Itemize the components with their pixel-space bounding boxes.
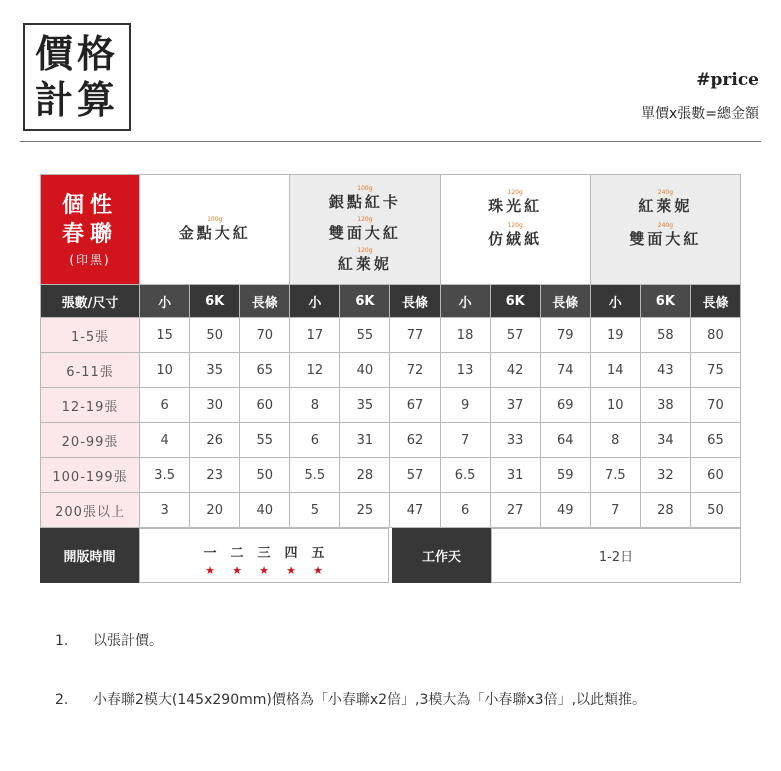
price-cell: 50 — [190, 318, 240, 353]
price-cell: 59 — [540, 458, 590, 493]
price-cell: 70 — [690, 388, 740, 423]
paper-name: 珠光紅 — [488, 197, 543, 215]
price-cell: 50 — [690, 493, 740, 528]
price-cell: 43 — [640, 353, 690, 388]
size-header: 小 — [140, 285, 190, 318]
price-cell: 32 — [640, 458, 690, 493]
price-table — [40, 174, 741, 528]
weekday-list — [140, 542, 388, 561]
table-row — [41, 353, 741, 388]
note-number: 1. — [55, 633, 69, 649]
paper-weight: 240g — [657, 222, 674, 229]
price-cell: 65 — [240, 353, 290, 388]
paper-name: 雙面大紅 — [629, 230, 702, 248]
work-days-value: 1-2日 — [491, 528, 741, 583]
price-cell: 75 — [690, 353, 740, 388]
work-days-label: 工作天 — [392, 528, 491, 583]
paper-name: 金點大紅 — [178, 224, 251, 242]
price-cell: 6 — [290, 423, 340, 458]
price-cell: 8 — [590, 423, 640, 458]
title-box — [23, 23, 131, 131]
size-header: 6K — [340, 285, 390, 318]
open-days-box — [139, 528, 389, 583]
price-cell: 38 — [640, 388, 690, 423]
size-header-row — [41, 285, 741, 318]
price-cell: 10 — [140, 353, 190, 388]
weekday-label: 一 — [203, 546, 217, 561]
weekday-label: 二 — [230, 546, 244, 561]
weekday-label: 三 — [257, 546, 271, 561]
star-icon: ★ — [286, 564, 296, 577]
price-cell: 55 — [240, 423, 290, 458]
size-header: 小 — [440, 285, 490, 318]
paper-header-row — [41, 175, 741, 285]
price-cell: 31 — [490, 458, 540, 493]
price-cell: 47 — [390, 493, 440, 528]
size-header: 6K — [490, 285, 540, 318]
star-icon: ★ — [313, 564, 323, 577]
size-header: 長條 — [540, 285, 590, 318]
price-cell: 49 — [540, 493, 590, 528]
price-cell: 30 — [190, 388, 240, 423]
star-icon: ★ — [205, 564, 215, 577]
qty-range: 100-199張 — [41, 458, 140, 493]
paper-weight: 100g — [207, 216, 223, 223]
price-cell: 7 — [590, 493, 640, 528]
price-cell: 14 — [590, 353, 640, 388]
paper-name: 雙面大紅 — [328, 224, 401, 242]
price-cell: 33 — [490, 423, 540, 458]
paper-name: 銀點紅卡 — [328, 193, 401, 211]
paper-group-2 — [290, 175, 440, 285]
price-cell: 28 — [640, 493, 690, 528]
qty-range: 20-99張 — [41, 423, 140, 458]
price-cell: 70 — [240, 318, 290, 353]
note-text: 小春聯2模大(145x290mm)價格為「小春聯x2倍」,3模大為「小春聯x3倍」,以此類推。 — [93, 692, 647, 708]
price-cell: 4 — [140, 423, 190, 458]
price-cell: 35 — [190, 353, 240, 388]
price-cell: 72 — [390, 353, 440, 388]
header-qty-size: 張數/尺寸 — [41, 285, 140, 318]
price-cell: 57 — [390, 458, 440, 493]
size-header: 長條 — [390, 285, 440, 318]
price-cell: 6.5 — [440, 458, 490, 493]
price-cell: 34 — [640, 423, 690, 458]
weekday-label: 四 — [284, 546, 298, 561]
price-cell: 19 — [590, 318, 640, 353]
price-cell: 69 — [540, 388, 590, 423]
brand-line-2: 春聯 — [62, 222, 119, 247]
qty-range: 200張以上 — [41, 493, 140, 528]
price-cell: 28 — [340, 458, 390, 493]
price-cell: 40 — [240, 493, 290, 528]
note-item — [55, 630, 163, 650]
price-cell: 7.5 — [590, 458, 640, 493]
price-rows — [41, 318, 741, 528]
paper-weight: 120g — [507, 189, 523, 196]
price-cell: 79 — [540, 318, 590, 353]
price-cell: 62 — [390, 423, 440, 458]
price-cell: 13 — [440, 353, 490, 388]
table-row — [41, 458, 741, 493]
open-time-label: 開版時間 — [40, 528, 139, 583]
title-line-1: 價格 — [34, 32, 119, 76]
paper-group-3 — [440, 175, 590, 285]
size-header: 小 — [590, 285, 640, 318]
price-cell: 31 — [340, 423, 390, 458]
size-header: 6K — [640, 285, 690, 318]
paper-name: 紅萊妮 — [638, 197, 693, 215]
qty-range: 1-5張 — [41, 318, 140, 353]
weekday-stars — [140, 564, 388, 577]
price-cell: 58 — [640, 318, 690, 353]
title-line-2: 計算 — [34, 78, 119, 122]
price-cell: 57 — [490, 318, 540, 353]
size-header: 小 — [290, 285, 340, 318]
price-hashtag: #price — [696, 70, 759, 90]
qty-range: 12-19張 — [41, 388, 140, 423]
table-row — [41, 388, 741, 423]
price-cell: 3.5 — [140, 458, 190, 493]
paper-weight: 100g — [357, 185, 373, 192]
table-row — [41, 493, 741, 528]
note-text: 以張計價。 — [93, 633, 163, 649]
price-cell: 6 — [440, 493, 490, 528]
price-cell: 10 — [590, 388, 640, 423]
paper-weight: 120g — [507, 222, 523, 229]
size-header: 長條 — [240, 285, 290, 318]
paper-weight: 120g — [357, 216, 373, 223]
price-cell: 60 — [240, 388, 290, 423]
size-header: 6K — [190, 285, 240, 318]
price-cell: 67 — [390, 388, 440, 423]
price-cell: 25 — [340, 493, 390, 528]
paper-weight: 240g — [657, 189, 674, 196]
price-cell: 9 — [440, 388, 490, 423]
paper-weight: 120g — [357, 247, 373, 254]
note-number: 2. — [55, 692, 69, 708]
price-cell: 50 — [240, 458, 290, 493]
star-icon: ★ — [232, 564, 242, 577]
divider — [20, 141, 761, 142]
weekday-label: 五 — [311, 546, 325, 561]
price-formula: 單價x張數=總金額 — [640, 106, 759, 122]
price-cell: 15 — [140, 318, 190, 353]
price-cell: 42 — [490, 353, 540, 388]
brand-cell — [41, 175, 140, 285]
price-cell: 74 — [540, 353, 590, 388]
price-cell: 55 — [340, 318, 390, 353]
price-cell: 20 — [190, 493, 240, 528]
price-cell: 17 — [290, 318, 340, 353]
table-row — [41, 318, 741, 353]
price-cell: 26 — [190, 423, 240, 458]
paper-group-1 — [140, 175, 290, 285]
schedule-bar — [40, 528, 741, 583]
price-cell: 12 — [290, 353, 340, 388]
paper-name: 仿絨紙 — [488, 230, 543, 248]
price-cell: 18 — [440, 318, 490, 353]
price-cell: 5 — [290, 493, 340, 528]
price-cell: 37 — [490, 388, 540, 423]
table-row — [41, 423, 741, 458]
price-cell: 35 — [340, 388, 390, 423]
price-cell: 5.5 — [290, 458, 340, 493]
paper-name: 紅萊妮 — [337, 255, 392, 273]
price-cell: 65 — [690, 423, 740, 458]
paper-group-4 — [590, 175, 740, 285]
note-item — [55, 689, 646, 709]
qty-range: 6-11張 — [41, 353, 140, 388]
price-cell: 60 — [690, 458, 740, 493]
brand-line-3: (印黑) — [69, 253, 111, 267]
star-icon: ★ — [259, 564, 269, 577]
price-cell: 64 — [540, 423, 590, 458]
price-cell: 3 — [140, 493, 190, 528]
price-cell: 6 — [140, 388, 190, 423]
brand-line-1: 個性 — [62, 193, 119, 218]
price-cell: 40 — [340, 353, 390, 388]
price-cell: 8 — [290, 388, 340, 423]
size-header: 長條 — [690, 285, 740, 318]
price-cell: 7 — [440, 423, 490, 458]
price-cell: 23 — [190, 458, 240, 493]
price-cell: 27 — [490, 493, 540, 528]
price-cell: 77 — [390, 318, 440, 353]
price-cell: 80 — [690, 318, 740, 353]
